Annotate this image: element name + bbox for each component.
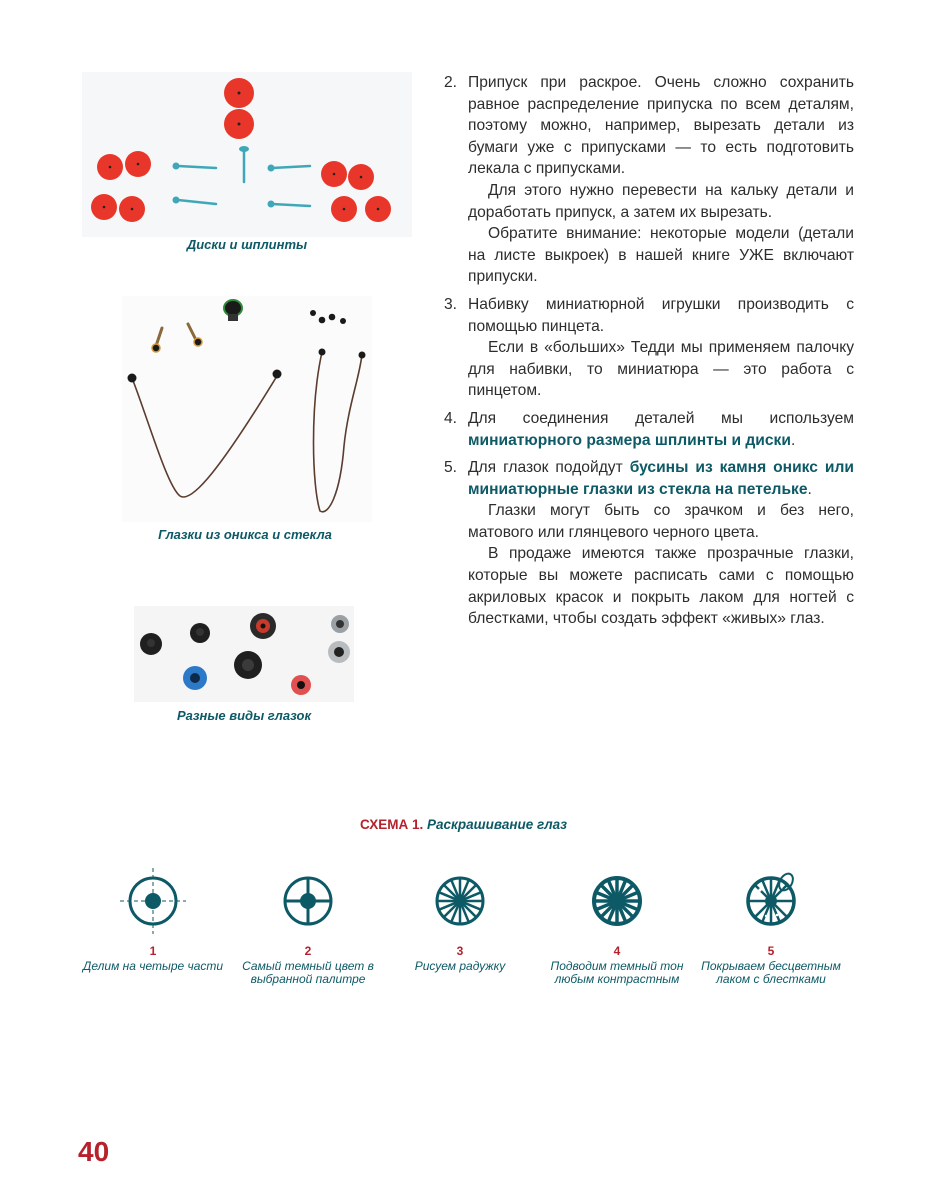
paragraph: Припуск при раскрое. Очень сложно сохранить равное распределение припуска по всем деталям, поэтому можно, например, вырезать детали из бумаги уже с припусками — то есть подготовить лекала с припусками. — [468, 74, 854, 178]
paragraph: В продаже имеются также прозрачные глазки, которые вы можете расписать сами с помощью акриловых красок и покрыть лаком для ногтей с блестками, чтобы создать эффект «живых» глаз. — [468, 545, 854, 628]
scheme-step-1 — [78, 866, 228, 973]
step-caption: Покрываем бесцветным лаком с блестками — [701, 959, 841, 986]
iris-rays-icon — [425, 866, 495, 936]
paragraph — [468, 457, 854, 500]
glitter-eye-icon — [736, 866, 806, 936]
step-number: 4 — [613, 944, 621, 958]
iris-dark-rays-icon — [582, 866, 652, 936]
photo-discs-and-pins — [82, 72, 412, 237]
paragraph: Для этого нужно перевести на кальку детали и доработать припуск, а затем их вырезать. — [468, 181, 854, 221]
list-item — [444, 408, 854, 451]
item-number: 3. — [444, 295, 458, 313]
scheme-step-5 — [696, 866, 846, 986]
scheme-step-2 — [233, 866, 383, 986]
step-number: 3 — [456, 944, 464, 958]
item-number: 4. — [444, 409, 458, 427]
instructions-list — [444, 72, 854, 636]
paragraph: Обратите внимание: некоторые модели (детали на листе выкроек) в нашей книге УЖЕ включают припуски. — [468, 225, 854, 286]
text: . — [807, 480, 812, 498]
paragraph — [468, 408, 854, 451]
list-item — [444, 294, 854, 402]
quartered-circle-icon — [118, 866, 188, 936]
item-number: 5. — [444, 459, 458, 477]
paragraph: Если в «больших» Тедди мы применяем палочку для набивки, то миниатюра — это работа с пинцетом. — [468, 339, 854, 400]
step-number: 1 — [149, 944, 157, 958]
scheme-heading: Раскрашивание глаз — [427, 817, 568, 832]
step-caption: Рисуем радужку — [414, 959, 506, 973]
step-caption: Делим на четыре части — [82, 959, 224, 973]
scheme-title — [0, 817, 927, 832]
step-number: 2 — [304, 944, 312, 958]
step-caption: Подводим темный тон любым контрастным — [550, 959, 684, 986]
photo-eye-types — [134, 606, 354, 702]
dark-center-circle-icon — [273, 866, 343, 936]
list-item — [444, 457, 854, 630]
paragraph: Глазки могут быть со зрачком и без него, матового или глянцевого черного цвета. — [468, 502, 854, 541]
paragraph: Набивку миниатюрной игрушки производить с помощью пинцета. — [468, 295, 854, 335]
highlight-text: миниатюрного размера шплинты и диски — [468, 431, 791, 449]
photo-onyx-glass-eyes — [122, 296, 372, 522]
caption-discs-and-pins: Диски и шплинты — [186, 237, 308, 252]
text: Для глазок подойдут — [468, 459, 630, 477]
text: Для соединения деталей мы используем — [468, 409, 854, 427]
item-number: 2. — [444, 74, 458, 91]
text: . — [790, 431, 796, 449]
list-item — [444, 72, 854, 288]
caption-eye-types: Разные виды глазок — [176, 708, 312, 723]
highlight-text: бусины из камня оникс или миниатюрные глазки из стекла на петельке — [468, 459, 854, 498]
scheme-step-3 — [385, 866, 535, 973]
scheme-step-4 — [542, 866, 692, 986]
step-caption: Самый темный цвет в выбранной палитре — [242, 959, 374, 986]
page-number: 40 — [78, 1136, 110, 1167]
scheme-label: СХЕМА 1. — [359, 817, 424, 832]
caption-onyx-glass-eyes: Глазки из оникса и стекла — [158, 527, 332, 542]
step-number: 5 — [767, 944, 775, 958]
